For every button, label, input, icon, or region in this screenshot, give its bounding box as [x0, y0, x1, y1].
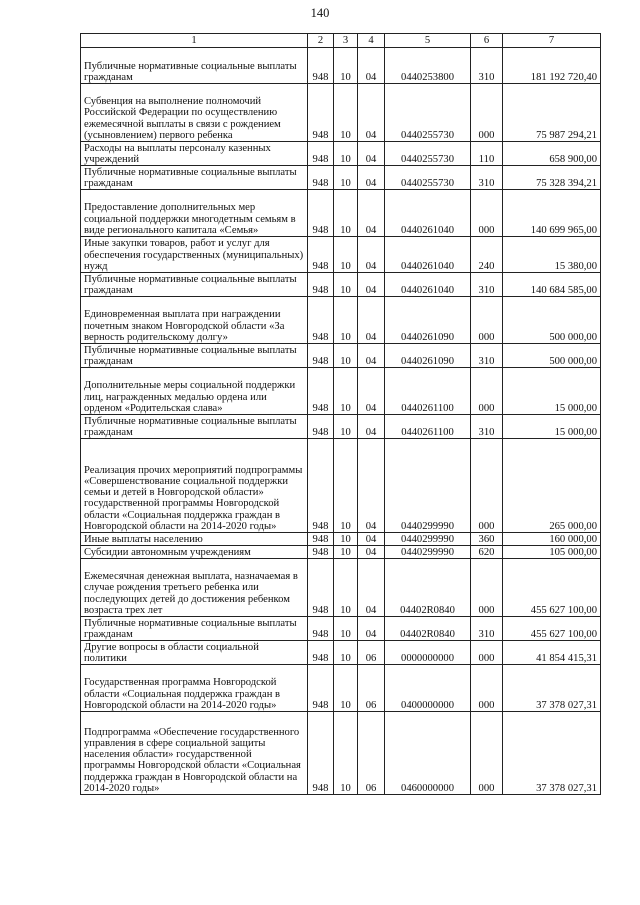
row-description: Государственная программа Новгородской области «Социальная поддержка граждан в Новгородской области на 2014-2020 годы» [81, 665, 308, 712]
section-code: 10 [334, 48, 358, 84]
expense-type-code: 310 [471, 273, 503, 297]
amount: 160 000,00 [503, 533, 601, 546]
section-code: 10 [334, 533, 358, 546]
subsection-code: 06 [358, 665, 385, 712]
target-article-code: 0440253800 [385, 48, 471, 84]
amount: 500 000,00 [503, 344, 601, 368]
ministry-code: 948 [308, 641, 334, 665]
row-description: Субсидии автономным учреждениям [81, 546, 308, 559]
amount: 75 987 294,21 [503, 84, 601, 142]
column-header: 1 [81, 34, 308, 48]
target-article-code: 0440255730 [385, 166, 471, 190]
ministry-code: 948 [308, 237, 334, 273]
expense-type-code: 000 [471, 368, 503, 415]
subsection-code: 04 [358, 166, 385, 190]
amount: 455 627 100,00 [503, 559, 601, 617]
subsection-code: 04 [358, 48, 385, 84]
table-header-row [81, 34, 601, 48]
section-code: 10 [334, 439, 358, 533]
target-article-code: 0440261040 [385, 237, 471, 273]
section-code: 10 [334, 546, 358, 559]
row-description: Публичные нормативные социальные выплаты гражданам [81, 166, 308, 190]
target-article-code: 0440261100 [385, 415, 471, 439]
column-header: 2 [308, 34, 334, 48]
expense-type-code: 310 [471, 617, 503, 641]
ministry-code: 948 [308, 297, 334, 344]
ministry-code: 948 [308, 84, 334, 142]
row-description: Реализация прочих мероприятий подпрограммы «Совершенствование социальной поддержки семьи и детей в Новгородской области» государственной программы Новгородской области «Социальная поддержка граждан в Новгородской области на 2014-2020 годы» [81, 439, 308, 533]
ministry-code: 948 [308, 559, 334, 617]
amount: 658 900,00 [503, 142, 601, 166]
expense-type-code: 000 [471, 190, 503, 237]
section-code: 10 [334, 559, 358, 617]
amount: 15 000,00 [503, 368, 601, 415]
target-article-code: 0440255730 [385, 84, 471, 142]
expense-type-code: 000 [471, 439, 503, 533]
ministry-code: 948 [308, 415, 334, 439]
target-article-code: 0440261040 [385, 273, 471, 297]
ministry-code: 948 [308, 546, 334, 559]
section-code: 10 [334, 84, 358, 142]
expense-type-code: 360 [471, 533, 503, 546]
column-header: 4 [358, 34, 385, 48]
section-code: 10 [334, 166, 358, 190]
amount: 37 378 027,31 [503, 665, 601, 712]
section-code: 10 [334, 368, 358, 415]
section-code: 10 [334, 297, 358, 344]
table-row [81, 48, 601, 84]
target-article-code: 04402R0840 [385, 617, 471, 641]
expense-type-code: 000 [471, 559, 503, 617]
section-code: 10 [334, 641, 358, 665]
expense-type-code: 310 [471, 48, 503, 84]
table-row [81, 297, 601, 344]
ministry-code: 948 [308, 166, 334, 190]
section-code: 10 [334, 273, 358, 297]
target-article-code: 0440261090 [385, 297, 471, 344]
subsection-code: 04 [358, 559, 385, 617]
budget-table [80, 33, 601, 795]
amount: 455 627 100,00 [503, 617, 601, 641]
expense-type-code: 310 [471, 166, 503, 190]
amount: 105 000,00 [503, 546, 601, 559]
ministry-code: 948 [308, 48, 334, 84]
target-article-code: 0440261100 [385, 368, 471, 415]
target-article-code: 0440255730 [385, 142, 471, 166]
target-article-code: 04402R0840 [385, 559, 471, 617]
amount: 181 192 720,40 [503, 48, 601, 84]
subsection-code: 04 [358, 617, 385, 641]
column-header: 3 [334, 34, 358, 48]
subsection-code: 04 [358, 439, 385, 533]
amount: 500 000,00 [503, 297, 601, 344]
table-row [81, 237, 601, 273]
row-description: Публичные нормативные социальные выплаты гражданам [81, 48, 308, 84]
section-code: 10 [334, 415, 358, 439]
table-row [81, 344, 601, 368]
expense-type-code: 000 [471, 712, 503, 795]
amount: 140 684 585,00 [503, 273, 601, 297]
expense-type-code: 310 [471, 415, 503, 439]
row-description: Другие вопросы в области социальной политики [81, 641, 308, 665]
row-description: Дополнительные меры социальной поддержки лиц, награжденных медалью ордена или орденом «Родительская слава» [81, 368, 308, 415]
expense-type-code: 620 [471, 546, 503, 559]
ministry-code: 948 [308, 190, 334, 237]
table-row [81, 665, 601, 712]
target-article-code: 0460000000 [385, 712, 471, 795]
table-row [81, 84, 601, 142]
expense-type-code: 110 [471, 142, 503, 166]
table-row [81, 142, 601, 166]
section-code: 10 [334, 237, 358, 273]
section-code: 10 [334, 712, 358, 795]
expense-type-code: 000 [471, 297, 503, 344]
subsection-code: 04 [358, 237, 385, 273]
ministry-code: 948 [308, 533, 334, 546]
column-header: 5 [385, 34, 471, 48]
column-header: 7 [503, 34, 601, 48]
section-code: 10 [334, 190, 358, 237]
amount: 37 378 027,31 [503, 712, 601, 795]
amount: 15 000,00 [503, 415, 601, 439]
page-number: 140 [310, 6, 330, 20]
target-article-code: 0440299990 [385, 439, 471, 533]
table-row [81, 559, 601, 617]
column-header: 6 [471, 34, 503, 48]
subsection-code: 04 [358, 142, 385, 166]
ministry-code: 948 [308, 273, 334, 297]
expense-type-code: 310 [471, 344, 503, 368]
subsection-code: 04 [358, 190, 385, 237]
amount: 41 854 415,31 [503, 641, 601, 665]
row-description: Публичные нормативные социальные выплаты гражданам [81, 415, 308, 439]
ministry-code: 948 [308, 368, 334, 415]
row-description: Публичные нормативные социальные выплаты гражданам [81, 617, 308, 641]
amount: 140 699 965,00 [503, 190, 601, 237]
subsection-code: 04 [358, 546, 385, 559]
table-row [81, 641, 601, 665]
section-code: 10 [334, 344, 358, 368]
row-description: Субвенция на выполнение полномочий Российской Федерации по осуществлению ежемесячной выплаты в связи с рождением (усыновлением) первого ребенка [81, 84, 308, 142]
ministry-code: 948 [308, 439, 334, 533]
table-row [81, 712, 601, 795]
amount: 75 328 394,21 [503, 166, 601, 190]
row-description: Иные закупки товаров, работ и услуг для обеспечения государственных (муниципальных) нужд [81, 237, 308, 273]
ministry-code: 948 [308, 344, 334, 368]
expense-type-code: 000 [471, 665, 503, 712]
section-code: 10 [334, 142, 358, 166]
target-article-code: 0000000000 [385, 641, 471, 665]
table-row [81, 415, 601, 439]
table-row [81, 439, 601, 533]
ministry-code: 948 [308, 142, 334, 166]
table-row [81, 617, 601, 641]
subsection-code: 04 [358, 344, 385, 368]
row-description: Подпрограмма «Обеспечение государственного управления в сфере социальной защиты населения области» государственной программы Новгородской области «Социальная поддержка граждан в Новгородской области на 2014-2020 годы» [81, 712, 308, 795]
target-article-code: 0440261090 [385, 344, 471, 368]
target-article-code: 0440261040 [385, 190, 471, 237]
row-description: Ежемесячная денежная выплата, назначаемая в случае рождения третьего ребенка или последующих детей до достижения ребенком возраста трех лет [81, 559, 308, 617]
subsection-code: 04 [358, 415, 385, 439]
row-description: Единовременная выплата при награждении почетным знаком Новгородской области «За верность родительскому долгу» [81, 297, 308, 344]
ministry-code: 948 [308, 665, 334, 712]
subsection-code: 06 [358, 641, 385, 665]
ministry-code: 948 [308, 617, 334, 641]
amount: 265 000,00 [503, 439, 601, 533]
target-article-code: 0440299990 [385, 533, 471, 546]
table-row [81, 533, 601, 546]
table-row [81, 546, 601, 559]
expense-type-code: 000 [471, 641, 503, 665]
subsection-code: 04 [358, 273, 385, 297]
target-article-code: 0440299990 [385, 546, 471, 559]
subsection-code: 04 [358, 533, 385, 546]
expense-type-code: 240 [471, 237, 503, 273]
table-row [81, 273, 601, 297]
row-description: Расходы на выплаты персоналу казенных учреждений [81, 142, 308, 166]
subsection-code: 06 [358, 712, 385, 795]
target-article-code: 0400000000 [385, 665, 471, 712]
table-row [81, 166, 601, 190]
amount: 15 380,00 [503, 237, 601, 273]
ministry-code: 948 [308, 712, 334, 795]
row-description: Иные выплаты населению [81, 533, 308, 546]
row-description: Публичные нормативные социальные выплаты гражданам [81, 273, 308, 297]
section-code: 10 [334, 617, 358, 641]
subsection-code: 04 [358, 84, 385, 142]
table-row [81, 368, 601, 415]
subsection-code: 04 [358, 297, 385, 344]
row-description: Публичные нормативные социальные выплаты гражданам [81, 344, 308, 368]
row-description: Предоставление дополнительных мер социальной поддержки многодетным семьям в виде регионального капитала «Семья» [81, 190, 308, 237]
table-row [81, 190, 601, 237]
subsection-code: 04 [358, 368, 385, 415]
section-code: 10 [334, 665, 358, 712]
expense-type-code: 000 [471, 84, 503, 142]
